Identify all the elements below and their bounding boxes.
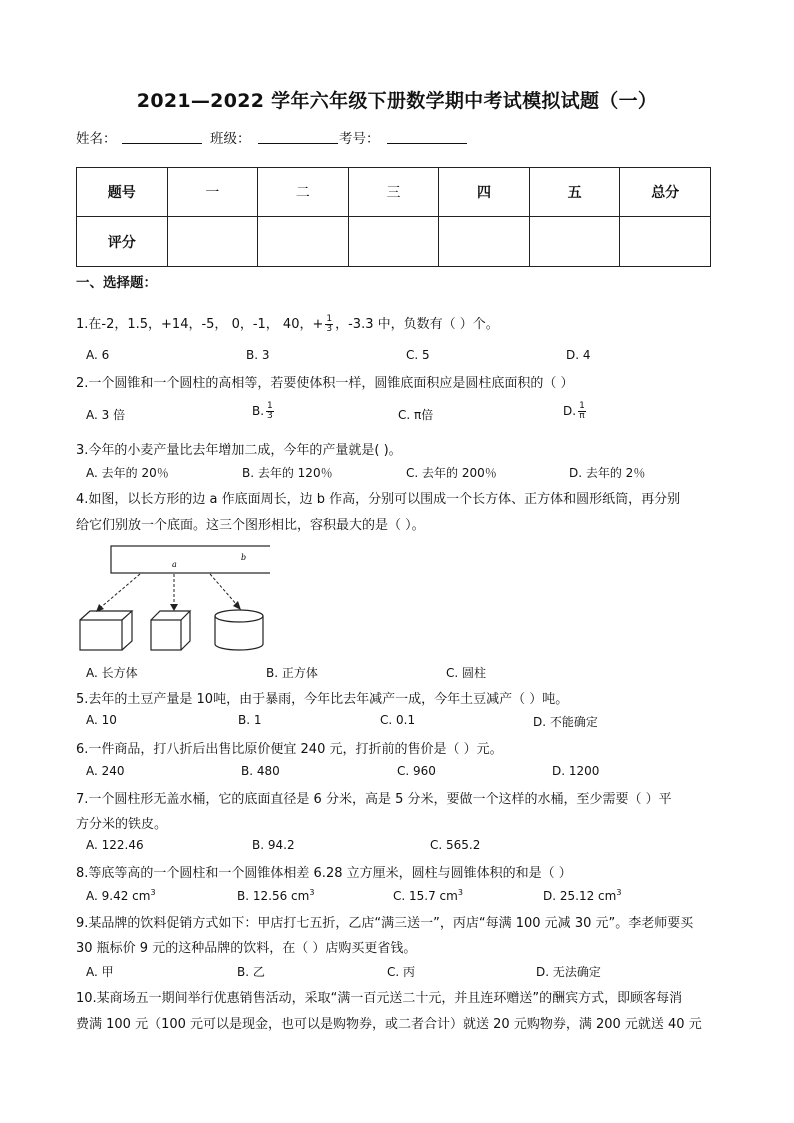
question-9: 9.某品牌的饮料促销方式如下：甲店打七五折，乙店“满三送一”，丙店“每满 100 元减 30 元”。李老师要买 (76, 916, 694, 931)
score-cell[interactable] (439, 217, 530, 267)
option[interactable]: A. 10 (86, 713, 117, 727)
rectangle-shape (111, 546, 270, 573)
name-field[interactable] (122, 143, 202, 144)
option[interactable]: A. 240 (86, 764, 125, 778)
option[interactable]: B. 94.2 (252, 838, 295, 852)
option[interactable]: A. 甲 (86, 965, 114, 979)
question-10: 10.某商场五一期间举行优惠销售活动，采取“满一百元送二十元，并且连环赠送”的酬宾方式，即顾客每消 (76, 991, 683, 1006)
cube-shape (151, 611, 190, 650)
question-4-continued: 给它们别放一个底面。这三个图形相比，容积最大的是（ ）。 (76, 518, 425, 533)
score-header-cell: 三 (348, 168, 439, 217)
option[interactable]: C. 565.2 (430, 838, 481, 852)
score-table (76, 167, 711, 267)
option[interactable]: C. 0.1 (380, 713, 416, 727)
option[interactable]: A. 6 (86, 348, 110, 362)
fraction: $\frac{1}{3}$ (326, 314, 333, 334)
option[interactable]: B. 1 (238, 713, 262, 727)
option[interactable]: A. 去年的 20％ (86, 466, 169, 480)
cuboid-shape (80, 611, 132, 650)
class-field[interactable] (258, 143, 338, 144)
question-9-continued: 30 瓶标价 9 元的这种品牌的饮料，在（ ）店购买更省钱。 (76, 941, 417, 956)
score-cell[interactable] (529, 217, 620, 267)
option[interactable]: A. 9.42 $cm^3$ (86, 888, 156, 903)
arrowhead-icon (170, 604, 178, 611)
question-text: ，-3.3 中，负数有（ ）个。 (335, 317, 499, 332)
score-cell[interactable] (348, 217, 439, 267)
fraction: $\frac{1}{3}$ (267, 401, 273, 421)
option[interactable]: D. 25.12 $cm^3$ (543, 888, 622, 903)
option[interactable]: D. 无法确定 (536, 965, 601, 979)
option[interactable]: B. 480 (241, 764, 280, 778)
exam-no-label: 考号： (339, 131, 380, 147)
question-6: 6.一件商品，打八折后出售比原价便宜 240 元，打折前的售价是（ ）元。 (76, 742, 503, 757)
option[interactable]: A. 3 倍 (86, 408, 126, 422)
score-cell[interactable] (258, 217, 349, 267)
score-header-cell: 二 (258, 168, 349, 217)
score-cell[interactable] (167, 217, 258, 267)
option[interactable]: C. π倍 (398, 408, 434, 422)
question-7-continued: 方分米的铁皮。 (76, 817, 168, 832)
option[interactable]: A. 长方体 (86, 666, 138, 680)
option[interactable]: D. $\frac{1}{\pi}$ (563, 401, 585, 421)
question-10-continued: 费满 100 元（100 元可以是现金，也可以是购物券，或二者合计）就送 20 元购物券，满 200 元就送 40 元 (76, 1017, 702, 1032)
score-header-cell: 一 (167, 168, 258, 217)
option[interactable]: C. 15.7 $cm^3$ (393, 888, 463, 903)
score-header-cell: 总分 (620, 168, 711, 217)
option[interactable]: B. 乙 (237, 965, 265, 979)
label-a: a (172, 560, 177, 569)
section-title: 一、选择题： (76, 275, 157, 291)
option[interactable]: C. 5 (406, 348, 430, 362)
question-8: 8.等底等高的一个圆柱和一个圆锥体相差 6.28 立方厘米，圆柱与圆锥体积的和是（ ） (76, 866, 572, 881)
cylinder-shape (215, 610, 263, 650)
question-2: 2.一个圆锥和一个圆柱的高相等，若要使体积一样，圆锥底面积应是圆柱底面积的（ ） (76, 376, 574, 391)
option[interactable]: D. 1200 (552, 764, 600, 778)
option[interactable]: B. $\frac{1}{3}$ (252, 401, 273, 421)
score-row-label: 评分 (77, 217, 168, 267)
score-header-cell: 题号 (77, 168, 168, 217)
option[interactable]: B. 3 (246, 348, 270, 362)
option[interactable]: D. 4 (566, 348, 591, 362)
question-5: 5.去年的土豆产量是 10吨，由于暴雨，今年比去年减产一成，今年土豆减产（ ）吨。 (76, 692, 569, 707)
score-header-cell: 五 (529, 168, 620, 217)
label-b: b (241, 553, 247, 562)
option[interactable]: C. 圆柱 (446, 666, 487, 680)
option[interactable]: D. 去年的 2％ (569, 466, 646, 480)
question-1 (76, 313, 499, 334)
dashed-arrow (210, 574, 237, 605)
option[interactable]: C. 960 (397, 764, 436, 778)
fraction: $\frac{1}{\pi}$ (579, 401, 585, 421)
question-4: 4.如图，以长方形的边 a 作底面周长，边 b 作高，分别可以围成一个长方体、正方体和圆形纸筒，再分别 (76, 492, 681, 507)
option[interactable]: A. 122.46 (86, 838, 144, 852)
exam-no-field[interactable] (387, 143, 467, 144)
option[interactable]: D. 不能确定 (533, 715, 598, 729)
option[interactable]: B. 12.56 $cm^3$ (237, 888, 315, 903)
question-7: 7.一个圆柱形无盖水桶，它的底面直径是 6 分米，高是 5 分米，要做一个这样的水桶，至少需要（ ）平 (76, 792, 672, 807)
option[interactable]: B. 正方体 (266, 666, 318, 680)
question-3: 3.今年的小麦产量比去年增加二成，今年的产量就是( )。 (76, 443, 402, 458)
option[interactable]: B. 去年的 120％ (242, 466, 333, 480)
page-title: 2021—2022 学年六年级下册数学期中考试模拟试题（一） (136, 90, 658, 112)
score-cell[interactable] (620, 217, 711, 267)
question-text: 1.在-2，1.5，+14，-5， 0，-1， 40，+ (76, 317, 324, 332)
option[interactable]: C. 丙 (387, 965, 416, 979)
question-4-figure (70, 540, 270, 660)
name-label: 姓名： (76, 131, 117, 147)
class-label: 班级： (210, 131, 251, 147)
score-header-cell: 四 (439, 168, 530, 217)
dashed-arrow (100, 574, 140, 608)
option[interactable]: C. 去年的 200％ (406, 466, 497, 480)
